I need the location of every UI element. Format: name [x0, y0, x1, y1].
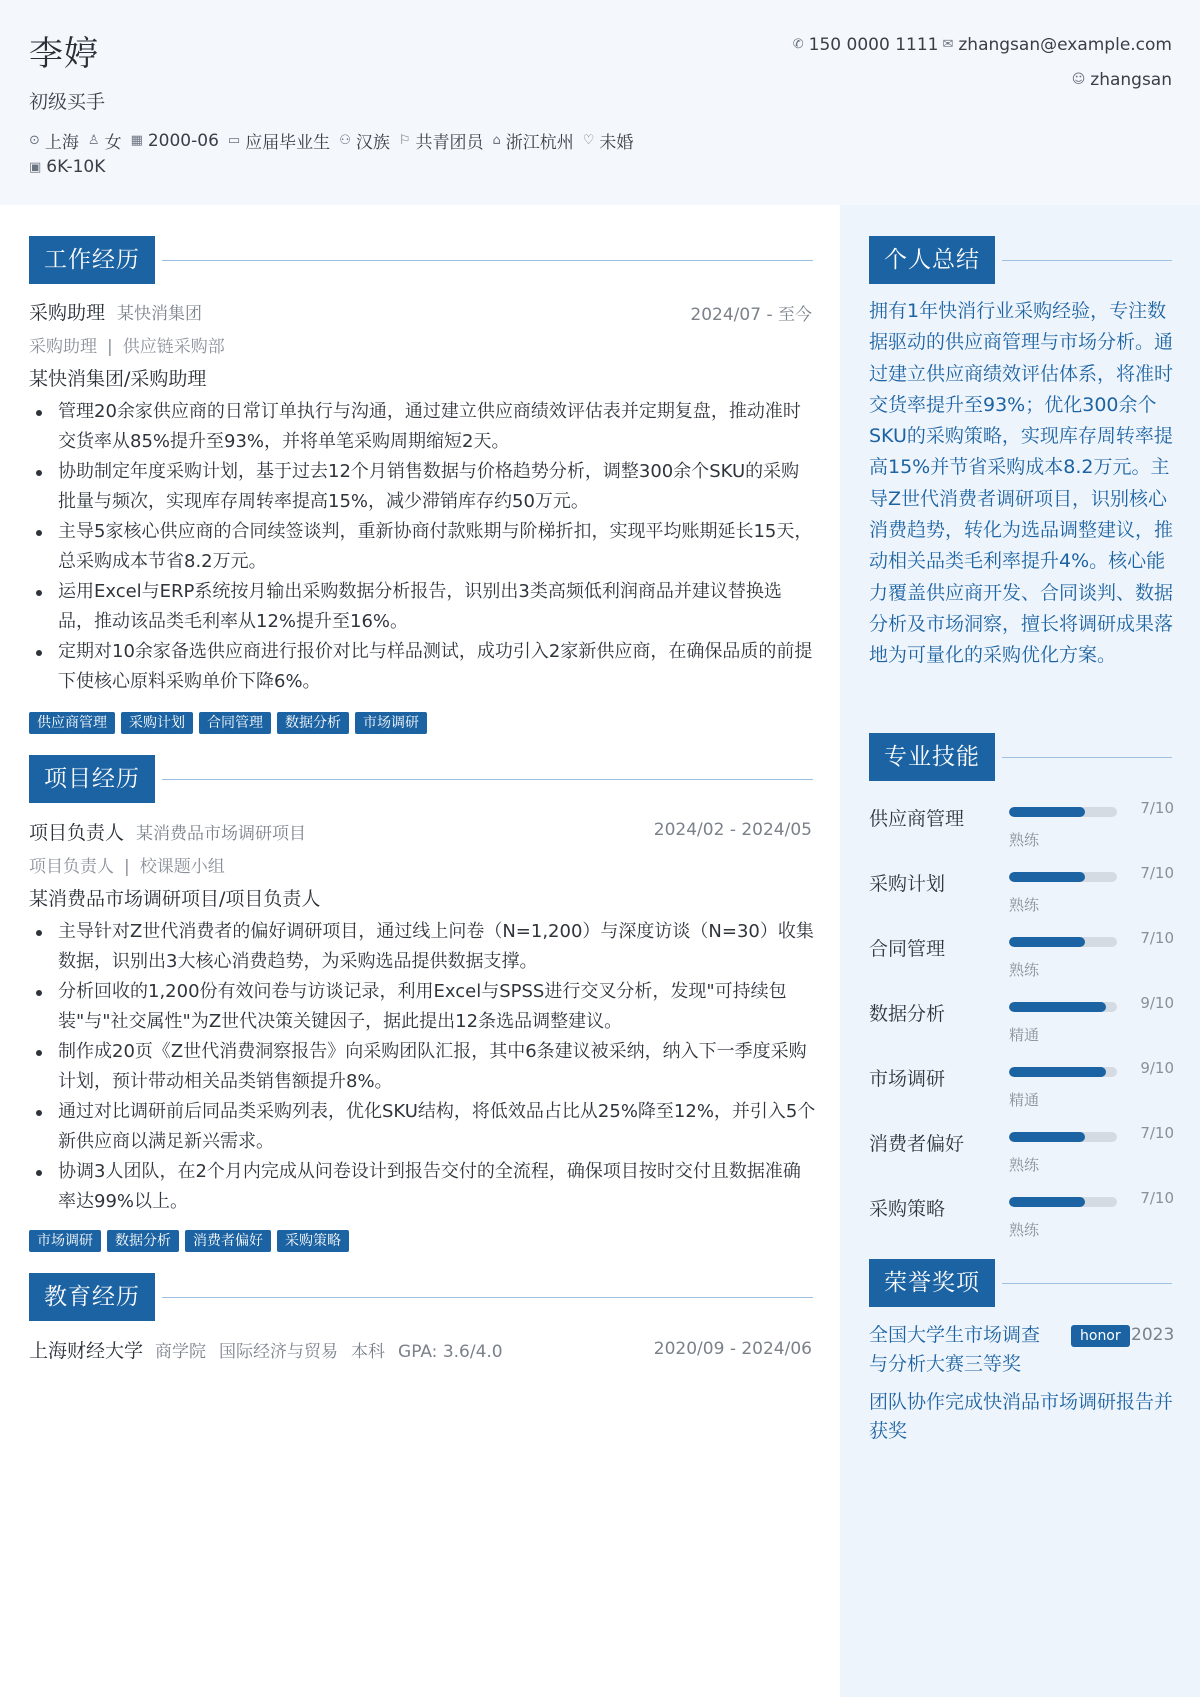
- gpa: GPA: 3.6/4.0: [398, 1342, 503, 1362]
- work-item-head: [29, 298, 202, 325]
- list-item: 制作成20页《Z世代消费洞察报告》向采购团队汇报，其中6条建议被采纳，纳入下一季度采购计划，预计带动相关品类销售额提升8%。: [29, 1037, 817, 1097]
- project-tags: [29, 1230, 355, 1252]
- skill-row: [869, 929, 1174, 992]
- project-subline: 项目负责人 | 校课题小组: [29, 857, 225, 877]
- skill-row: [869, 1124, 1174, 1187]
- college: 商学院: [155, 1342, 207, 1362]
- summary-text: 拥有1年快消行业采购经验，专注数据驱动的供应商管理与市场分析。通过建立供应商绩效评估体系，将准时交货率提升至93%；优化300余个SKU的采购策略，实现库存周转率提高15%并节省采购成本8.2万元。主导Z世代消费者调研项目，识别核心消费趋势，转化为选品调整建议，推动相关品类毛利率提升4%。核心能力覆盖供应商开发、合同谈判、数据分析及市场洞察，擅长将调研成果落地为可量化的采购优化方案。: [869, 300, 1174, 667]
- briefcase-icon: ▭: [227, 133, 241, 148]
- skill-tag: 市场调研: [355, 712, 427, 734]
- work-bullets: [29, 397, 817, 697]
- skill-bar-fill: [1009, 1067, 1106, 1077]
- list-item: 协助制定年度采购计划，基于过去12个月销售数据与价格趋势分析，调整300余个SKU的采购批量与频次，实现库存周转率提高15%，减少滞销库存约50万元。: [29, 457, 817, 517]
- skill-bar: [1009, 872, 1117, 882]
- work-date: 2024/07 - 至今: [690, 305, 812, 325]
- info-ethnicity: ⚇ 汉族: [339, 133, 390, 153]
- skill-level: 熟练: [1009, 1221, 1040, 1239]
- skill-name: 采购策略: [869, 1198, 946, 1220]
- skill-bar-fill: [1009, 1132, 1085, 1142]
- skill-bar-fill: [1009, 872, 1085, 882]
- section-divider: [162, 779, 813, 780]
- project-date: 2024/02 - 2024/05: [653, 820, 812, 840]
- skill-score: 9/10: [1140, 1059, 1174, 1077]
- skill-level: 熟练: [1009, 831, 1040, 849]
- skill-score: 7/10: [1140, 799, 1174, 817]
- skill-name: 采购计划: [869, 873, 946, 895]
- honor-badge: honor: [1071, 1325, 1130, 1347]
- contact-block: [652, 34, 1172, 104]
- info-gender: ♙ 女: [87, 133, 122, 153]
- list-item: 运用Excel与ERP系统按月输出采购数据分析报告，识别出3类高频低利润商品并建议替换选品，推动该品类毛利率从12%提升至16%。: [29, 577, 817, 637]
- calendar-icon: ▦: [130, 133, 143, 148]
- education-date: 2020/09 - 2024/06: [653, 1339, 812, 1359]
- list-item: 通过对比调研前后同品类采购列表，优化SKU结构，将低效品占比从25%降至12%，并引入5个新供应商以满足新兴需求。: [29, 1097, 817, 1157]
- info-hometown: ⌂ 浙江杭州: [492, 133, 574, 153]
- skill-bar-fill: [1009, 937, 1085, 947]
- list-item: 分析回收的1,200份有效问卷与访谈记录，利用Excel与SPSS进行交叉分析，发现"可持续包装"与"社交属性"为Z世代决策关键因子，据此提出12条选品调整建议。: [29, 977, 817, 1037]
- degree: 本科: [351, 1342, 386, 1362]
- honor-title: 全国大学生市场调查与分析大赛三等奖: [869, 1324, 1041, 1375]
- info-location: ⊙ 上海: [29, 133, 79, 153]
- info-status: ▭ 应届毕业生: [227, 133, 331, 153]
- email[interactable]: ✉ zhangsan@example.com: [942, 35, 1172, 55]
- heart-icon: ♡: [582, 133, 595, 148]
- skill-bar-fill: [1009, 1197, 1085, 1207]
- skill-level: 精通: [1009, 1091, 1040, 1109]
- section-divider: [1002, 260, 1172, 261]
- project-org-line: 某消费品市场调研项目/项目负责人: [29, 888, 321, 910]
- wechat-icon: ☺: [1071, 72, 1086, 87]
- skill-bar-fill: [1009, 807, 1085, 817]
- section-title-skills: 专业技能: [869, 733, 995, 781]
- list-item: 管理20余家供应商的日常订单执行与沟通，通过建立供应商绩效评估表并定期复盘，推动准时交货率从85%提升至93%，并将单笔采购周期缩短2天。: [29, 397, 817, 457]
- phone[interactable]: ✆ 150 0000 1111: [792, 35, 939, 55]
- section-divider: [1002, 757, 1172, 758]
- resume-header: [0, 0, 1200, 205]
- skill-level: 熟练: [1009, 896, 1040, 914]
- project-bullets: [29, 917, 817, 1217]
- honor-title: 团队协作完成快消品市场调研报告并获奖: [869, 1391, 1174, 1442]
- skill-bar-fill: [1009, 1002, 1106, 1012]
- skill-score: 7/10: [1140, 1124, 1174, 1142]
- skill-score: 7/10: [1140, 1189, 1174, 1207]
- skill-tag: 采购策略: [277, 1230, 349, 1252]
- section-divider: [1002, 1283, 1172, 1284]
- job-title: 初级买手: [29, 91, 106, 113]
- section-title-work: 工作经历: [29, 236, 155, 284]
- phone-icon: ✆: [792, 37, 804, 52]
- work-role: 采购助理: [29, 302, 106, 324]
- honor-year: 2023: [1131, 1325, 1175, 1345]
- skill-score: 9/10: [1140, 994, 1174, 1012]
- skill-tag: 市场调研: [29, 1230, 101, 1252]
- skill-tag: 消费者偏好: [185, 1230, 271, 1252]
- skill-bar: [1009, 1132, 1117, 1142]
- section-title-summary: 个人总结: [869, 236, 995, 284]
- project-item-head: [29, 818, 306, 845]
- skill-bar: [1009, 1197, 1117, 1207]
- skill-name: 合同管理: [869, 938, 946, 960]
- project-name: 某消费品市场调研项目: [136, 824, 307, 844]
- mail-icon: ✉: [942, 37, 954, 52]
- list-item: 协调3人团队，在2个月内完成从问卷设计到报告交付的全流程，确保项目按时交付且数据准确率达99%以上。: [29, 1157, 817, 1217]
- work-subline: 采购助理 | 供应链采购部: [29, 337, 225, 357]
- skill-row: [869, 864, 1174, 927]
- school-name: 上海财经大学: [29, 1340, 144, 1362]
- skill-name: 供应商管理: [869, 808, 965, 830]
- personal-info-line: [29, 128, 642, 153]
- skill-name: 数据分析: [869, 1003, 946, 1025]
- work-company: 某快消集团: [117, 304, 203, 324]
- work-tags: [29, 712, 433, 734]
- user-icon: ♙: [87, 133, 100, 148]
- info-political: ⚐ 共青团员: [398, 133, 484, 153]
- info-birth: ▦ 2000-06: [130, 130, 219, 151]
- skill-row: [869, 1189, 1174, 1252]
- list-item: 定期对10余家备选供应商进行报价对比与样品测试，成功引入2家新供应商，在确保品质的前提下使核心原料采购单价下降6%。: [29, 637, 817, 697]
- project-role: 项目负责人: [29, 822, 125, 844]
- honor-item: [869, 1388, 1174, 1446]
- home-icon: ⌂: [492, 133, 501, 148]
- skill-row: [869, 799, 1174, 862]
- skill-level: 精通: [1009, 1026, 1040, 1044]
- major: 国际经济与贸易: [219, 1342, 339, 1362]
- section-divider: [162, 1297, 813, 1298]
- skill-row: [869, 1059, 1174, 1122]
- money-icon: ▣: [29, 159, 42, 175]
- list-item: 主导针对Z世代消费者的偏好调研项目，通过线上问卷（N=1,200）与深度访谈（N=30）收集数据，识别出3大核心消费趋势，为采购选品提供数据支撑。: [29, 917, 817, 977]
- skill-score: 7/10: [1140, 864, 1174, 882]
- location-icon: ⊙: [29, 133, 40, 148]
- salary-line: [29, 157, 114, 177]
- wechat: ☺ zhangsan: [1071, 70, 1172, 90]
- skill-bar: [1009, 1002, 1117, 1012]
- skill-score: 7/10: [1140, 929, 1174, 947]
- info-marital: ♡ 未婚: [582, 133, 634, 153]
- skill-tag: 合同管理: [199, 712, 271, 734]
- section-divider: [162, 260, 813, 261]
- section-title-honors: 荣誉奖项: [869, 1259, 995, 1307]
- skill-tag: 采购计划: [121, 712, 193, 734]
- section-title-education: 教育经历: [29, 1273, 155, 1321]
- section-title-project: 项目经历: [29, 755, 155, 803]
- candidate-name: 李婷: [29, 34, 99, 74]
- skill-tag: 供应商管理: [29, 712, 115, 734]
- education-item: [29, 1336, 516, 1363]
- work-org-line: 某快消集团/采购助理: [29, 368, 207, 390]
- flag-icon: ⚐: [398, 133, 411, 148]
- skill-level: 熟练: [1009, 1156, 1040, 1174]
- people-icon: ⚇: [339, 133, 351, 148]
- skill-level: 熟练: [1009, 961, 1040, 979]
- skill-name: 消费者偏好: [869, 1133, 965, 1155]
- skill-bar: [1009, 937, 1117, 947]
- skill-tag: 数据分析: [107, 1230, 179, 1252]
- skill-name: 市场调研: [869, 1068, 946, 1090]
- skill-bar: [1009, 807, 1117, 817]
- info-salary: ▣ 6K-10K: [29, 157, 106, 177]
- honor-item: [869, 1321, 1174, 1379]
- skill-tag: 数据分析: [277, 712, 349, 734]
- list-item: 主导5家核心供应商的合同续签谈判，重新协商付款账期与阶梯折扣，实现平均账期延长15天，总采购成本节省8.2万元。: [29, 517, 817, 577]
- skill-bar: [1009, 1067, 1117, 1077]
- skill-row: [869, 994, 1174, 1057]
